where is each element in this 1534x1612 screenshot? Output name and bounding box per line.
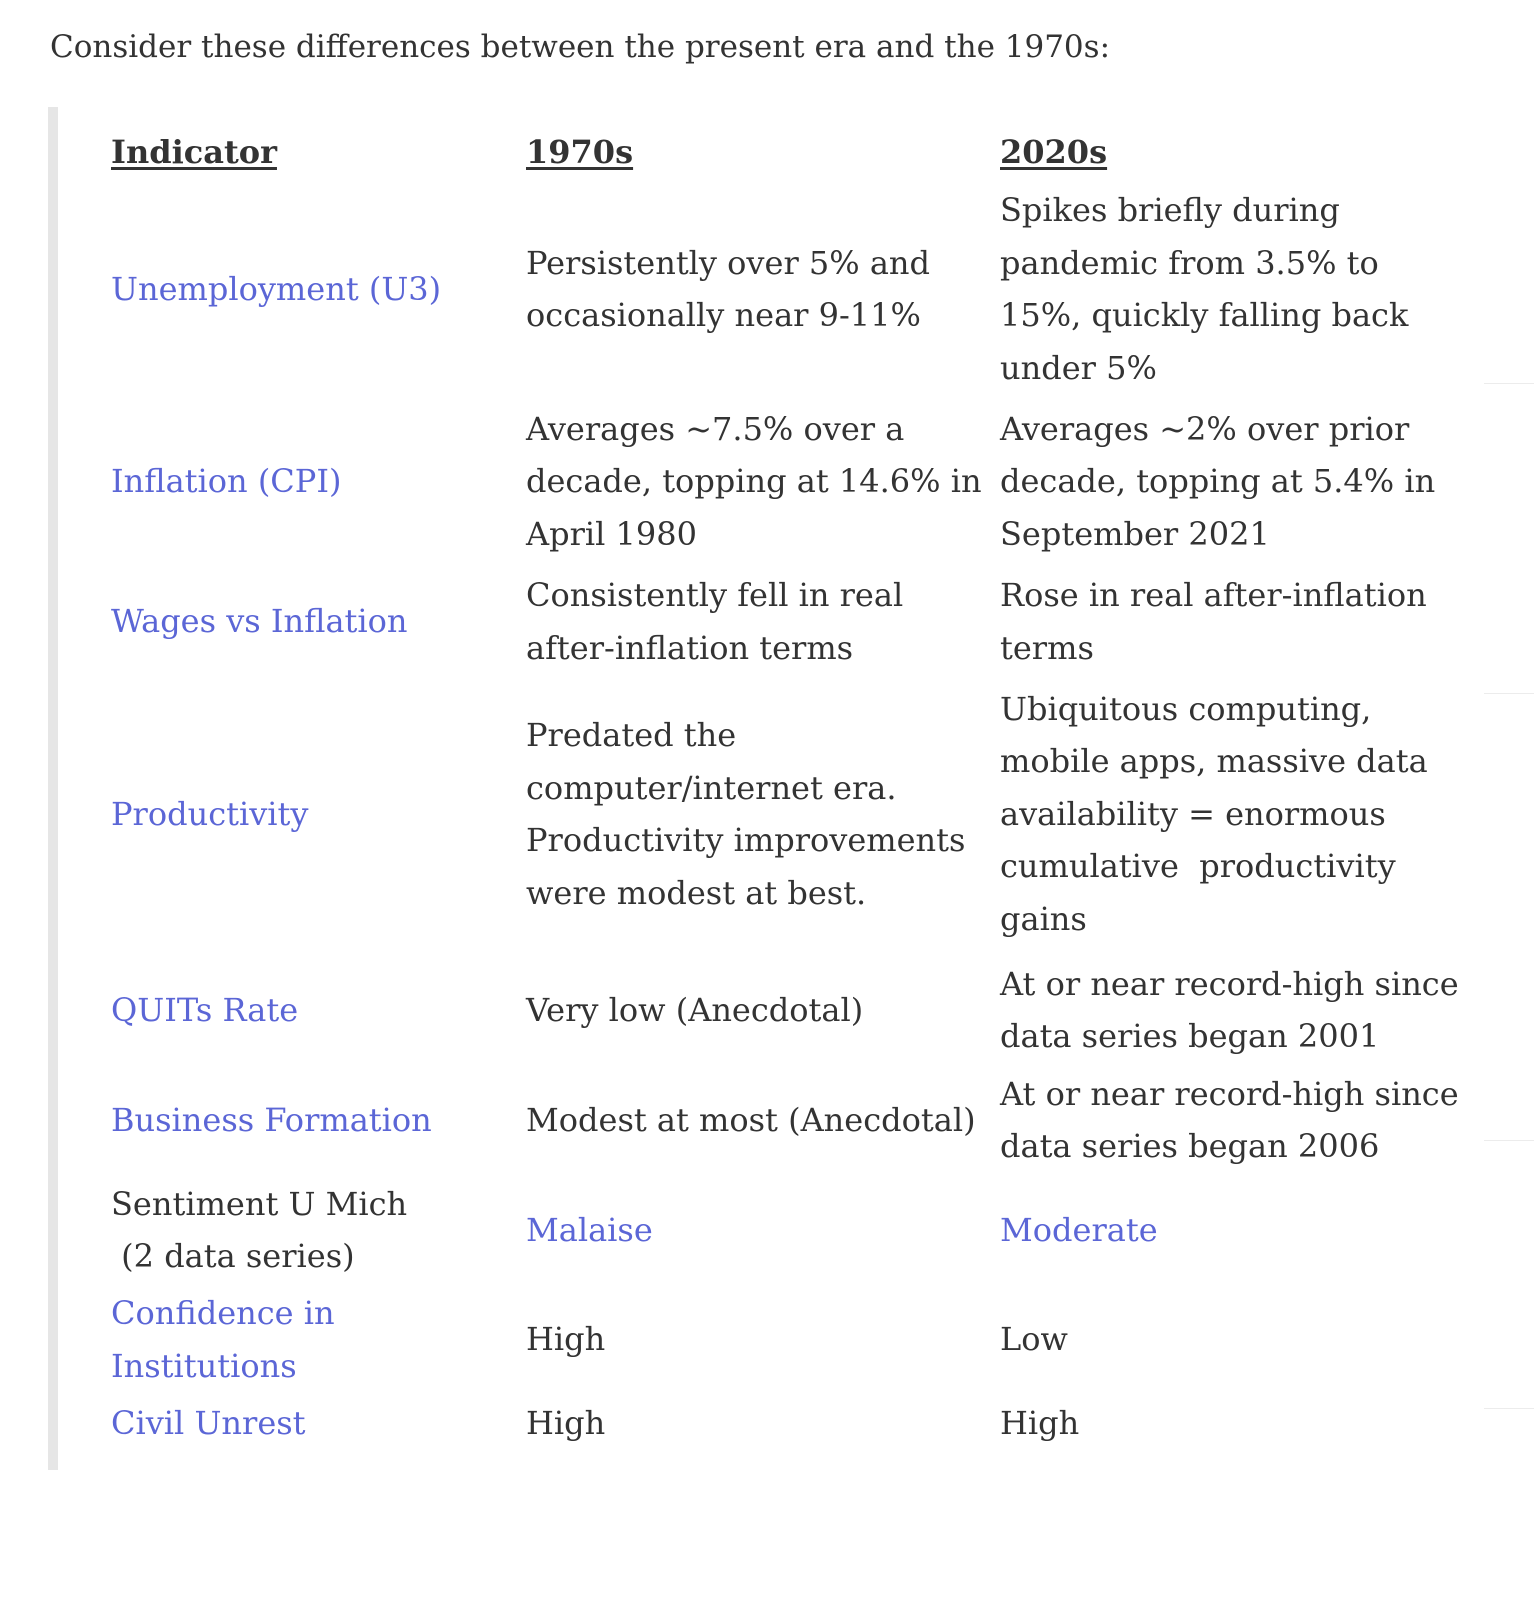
cell-2020s: At or near record-high since data series began 2006: [1000, 1074, 1459, 1165]
cell-1970s: Predated the computer/internet era. Productivity improvements were modest at best.: [526, 716, 966, 912]
cell-1970s: High: [526, 1403, 606, 1442]
table-row: [104, 1174, 1494, 1286]
table-row: [104, 954, 1494, 1066]
header-2020s: 2020s: [1000, 132, 1108, 171]
cell-2020s: Rose in real after-inflation terms: [1000, 576, 1427, 667]
indicator-link-quits[interactable]: QUITs Rate: [111, 990, 299, 1029]
cell-2020s: Averages ~2% over prior decade, topping at 5.4% in September 2021: [1000, 409, 1436, 553]
indicator-link-wages[interactable]: Wages vs Inflation: [111, 602, 408, 641]
sentiment-2020s-link[interactable]: Moderate: [1000, 1210, 1158, 1249]
cell-2020s: Ubiquitous computing, mobile apps, massive data availability = enormous cumulative productivity gains: [1000, 689, 1428, 938]
cell-1970s: Consistently fell in real after-inflation terms: [526, 576, 904, 667]
table-row: [104, 394, 1494, 569]
header-1970s: 1970s: [526, 132, 634, 171]
cell-2020s: High: [1000, 1403, 1080, 1442]
table-row: [104, 184, 1494, 394]
table-row: [104, 674, 1494, 954]
intro-paragraph: Consider these differences between the present era and the 1970s:: [50, 29, 1111, 65]
blockquote-bar: [48, 107, 58, 1470]
cell-1970s: Very low (Anecdotal): [526, 990, 864, 1029]
sentiment-1970s-link[interactable]: Malaise: [526, 1210, 653, 1249]
indicator-link-civil-unrest[interactable]: Civil Unrest: [111, 1403, 306, 1442]
cell-2020s: At or near record-high since data series began 2001: [1000, 964, 1459, 1055]
comparison-table: [104, 120, 1494, 1453]
indicator-sentiment: Sentiment U Mich (2 data series): [111, 1184, 408, 1275]
cell-1970s: Persistently over 5% and occasionally near 9-11%: [526, 243, 931, 334]
cell-2020s: Low: [1000, 1320, 1068, 1359]
cell-2020s: Spikes briefly during pandemic from 3.5% to 15%, quickly falling back under 5%: [1000, 191, 1409, 387]
indicator-link-productivity[interactable]: Productivity: [111, 794, 309, 833]
cell-1970s: Averages ~7.5% over a decade, topping at 14.6% in April 1980: [526, 409, 982, 553]
table-row: [104, 1393, 1494, 1453]
cell-1970s: Modest at most (Anecdotal): [526, 1100, 976, 1139]
indicator-link-inflation[interactable]: Inflation (CPI): [111, 462, 342, 501]
cell-1970s: High: [526, 1320, 606, 1359]
indicator-link-unemployment[interactable]: Unemployment (U3): [111, 269, 442, 308]
table-header-row: [104, 120, 1494, 184]
header-indicator: Indicator: [111, 132, 277, 171]
indicator-link-business-formation[interactable]: Business Formation: [111, 1100, 432, 1139]
table-row: [104, 569, 1494, 674]
table-row: [104, 1286, 1494, 1393]
table-row: [104, 1066, 1494, 1174]
indicator-link-confidence[interactable]: Confidence in Institutions: [111, 1294, 335, 1385]
